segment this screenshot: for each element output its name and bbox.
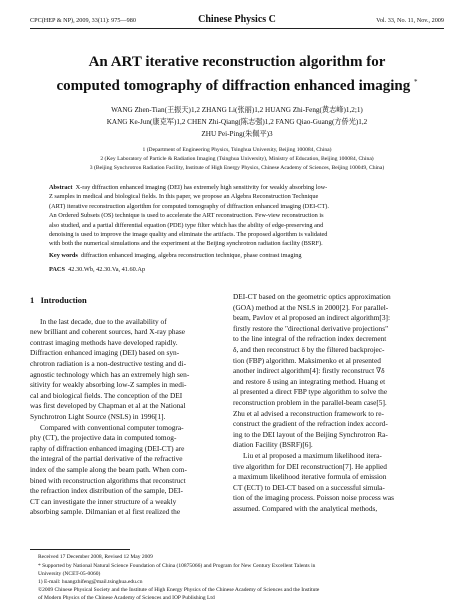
author-line: WANG Zhen-Tian(王振天)1,2 ZHANG Li(张丽)1,2 HUANG Zhi-Feng(黄志峰)1,2;1) <box>111 106 363 114</box>
pacs <box>49 265 425 274</box>
body-text-line: Compared with conventional computer tomogra- <box>40 422 184 432</box>
pacs-label: PACS <box>49 266 65 273</box>
body-text-line: tive algorithm for DEI reconstruction[7]. He applied <box>233 461 387 471</box>
author-list <box>30 104 444 140</box>
body-text-line: and restore δ using an integrating method. Huang et <box>233 376 386 386</box>
abstract-line: An Ordered Subsets (OS) technique is used to accelerate the ART reconstruction. Few-view reconstruction is <box>49 212 324 220</box>
body-text-line: sitivity for weakly absorbing low-Z samples in medi- <box>30 380 187 390</box>
body-text-line: a maximum likelihood iterative formula of emission <box>233 472 387 482</box>
paper-title <box>30 52 444 96</box>
body-text-line: firstly restore the "directional derivative projections" <box>233 323 389 333</box>
body-text-line: the integral of the partial derivative of the refractive <box>30 454 183 464</box>
body-text-line: Zhu et al advised a reconstruction framework to re- <box>233 408 384 418</box>
body-text-line: agnostic technology which has an extremely high sen- <box>30 369 190 379</box>
body-text-line: construct the gradient of the refraction index accord- <box>233 419 388 429</box>
body-text-line: phy (CT), the projective data in computed tomog- <box>30 433 177 443</box>
title-line-1: An ART iterative reconstruction algorithm for <box>88 54 386 70</box>
keywords <box>49 251 425 260</box>
header-rule <box>30 28 444 29</box>
body-text-line: CT (ECT) to DEI-CT based on a successful simula- <box>233 482 385 492</box>
body-text-line: δ, and then reconstruct δ by the filtered backprojec- <box>233 344 385 354</box>
footnote-rule <box>30 549 130 550</box>
body-text-line: absorbing sample. Dilmanian et al first realized the <box>30 507 181 517</box>
abstract-label: Abstract <box>49 184 73 191</box>
body-text-line: Liu et al proposed a maximum likelihood itera- <box>243 450 382 460</box>
abstract-line: Z samples in medical and biological fields. In this paper, we propose an Algebra Reconstruction Technique <box>49 193 319 201</box>
body-text-line: tion of the imaging process. Poisson noise process was <box>233 493 394 503</box>
author-line: KANG Ke-Jun(康克军)1,2 CHEN Zhi-Qiang(陈志强)1,2 FANG Qiao-Guang(方侨光)1,2 <box>106 118 368 126</box>
body-text-line: raphy of diffraction enhanced imaging (DEI-CT) are <box>30 443 185 453</box>
right-column <box>233 292 441 514</box>
body-text-line: DEI-CT based on the geometric optics approximation <box>233 292 391 301</box>
abstract <box>49 183 425 249</box>
body-text-line: al presented a direct FBP type algorithm to solve the <box>233 387 388 397</box>
journal-citation: CPC(HEP & NP), 2009, 33(11): 975—980 <box>30 17 136 24</box>
copyright-note: of Modern Physics of the Chinese Academy of Sciences and IOP Publishing Ltd <box>38 595 215 601</box>
body-text-line: the refraction index distribution of the sample, DEI- <box>30 486 183 496</box>
body-text-line: to the line integral of the refraction index decrement <box>233 334 387 344</box>
body-text-line: assumed. Compared with the analytical methods, <box>233 503 378 513</box>
body-text-line: Synchrotron Light Source (NSLS) in 1996[1]. <box>30 411 166 421</box>
body-text-line: chrotron radiation is a non-destructive testing and di- <box>30 358 187 368</box>
affiliation: 3 (Beijing Synchrotron Radiation Facility, Institute of High Energy Physics, Chinese Academy of Sciences, Beijing 100049, China) <box>89 165 385 171</box>
email-note: 1) E-mail: huangzhifeng@mail.tsinghua.edu.cn <box>38 579 143 585</box>
body-text-line: tion (FBP) algorithm. Maksimenko et al presented <box>233 355 381 365</box>
body-text-line: CT can investigate the inner structure of a weakly <box>30 496 177 506</box>
body-text-line: cal and biological fields. The conception of the DEI <box>30 390 183 400</box>
body-text-line: index of the sample along the beam path. When com- <box>30 464 187 474</box>
abstract-line: Abstract X-ray diffraction enhanced imaging (DEI) has extremely high sensitivity for weakly absorbing low- <box>49 184 328 191</box>
copyright-note: ©2009 Chinese Physical Society and the Institute of High Energy Physics of the Chinese Academy of Sciences and the Institute <box>38 587 320 593</box>
volume-info: Vol. 33, No. 11, Nov., 2009 <box>376 17 444 24</box>
body-text-line: reconstruction problem in the parallel-beam case[5]. <box>233 397 387 407</box>
abstract-line: also studied, and a partial differential equation (PDE) type filter which has the ability of edge-preserving and <box>49 221 324 229</box>
received-date: Received 17 December 2008, Revised 12 May 2009 <box>38 554 153 560</box>
title-line-2: computed tomography of diffraction enhanced imaging * <box>56 78 418 94</box>
body-text-line: Diffraction enhanced imaging (DEI) based on syn- <box>30 348 180 358</box>
body-text-line: ing to the DEI layout of the Beijing Synchrotron Ra- <box>233 429 388 439</box>
body-text-line: was first developed by Chapman et al at the National <box>30 401 186 411</box>
body-text-line: (GOA) method at the NSLS in 2000[2]. For parallel- <box>233 302 389 312</box>
body-text-line: beam, Pavlov et al proposed an indirect algorithm[3]: <box>233 313 391 323</box>
section-heading: 1 Introduction <box>30 295 87 305</box>
journal-name: Chinese Physics C <box>198 14 276 25</box>
affiliation: 2 (Key Laboratory of Particle & Radiation Imaging (Tsinghua University), Ministry of Education, Beijing 100084, China) <box>100 156 374 162</box>
body-text-line: bined with reconstruction algorithms that reconstruct <box>30 475 186 485</box>
affiliation: 1 (Department of Engineering Physics, Tsinghua University, Beijing 100084, China) <box>142 147 332 153</box>
running-header <box>30 14 444 28</box>
title-footnote-mark: * <box>414 78 418 86</box>
body-text-line: contrast imaging methods have developed rapidly. <box>30 337 178 347</box>
body-text-line: diation Facility (BSRF)[6]. <box>233 440 313 450</box>
body-text-line: In the last decade, due to the availability of <box>40 316 167 326</box>
keywords-label: Key words <box>49 252 78 259</box>
author-line: ZHU Pei-Ping(朱佩平)3 <box>201 130 273 138</box>
pacs-codes: 42.30.Wb, 42.30.Va, 41.60.Ap <box>68 266 146 273</box>
funding-note: University (NCET-05-0060) <box>38 571 101 577</box>
funding-note: * Supported by National Natural Science Foundation of China (10875066) and Program for New Century Excellent Talents in <box>38 563 316 569</box>
abstract-line: with both the numerical simulations and the experiment at the Beijing synchrotron radiation facility (BSRF). <box>49 240 323 248</box>
left-column <box>30 292 230 518</box>
body-text-line: new brilliant and coherent sources, hard X-ray phase <box>30 327 185 337</box>
affiliations <box>30 146 444 173</box>
abstract-line: (ART) iterative reconstruction algorithm for computed tomography of diffraction enhanced imaging (DEI-CT). <box>49 202 329 210</box>
keywords-text: diffraction enhanced imaging, algebra reconstruction technique, phase contrast imaging <box>81 252 302 259</box>
body-text-line: another indirect algorithm[4]: firstly reconstruct ∇δ <box>233 366 385 376</box>
abstract-line: denoising is used to improve the image quality and eliminate the artifacts. The proposed algorithm is validated <box>49 231 328 239</box>
